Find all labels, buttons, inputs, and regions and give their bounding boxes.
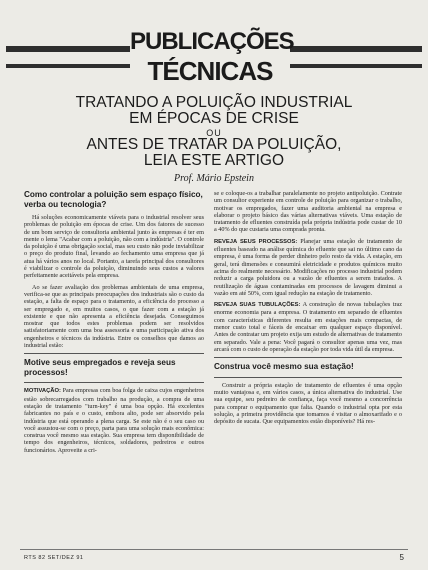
masthead-title-box [130,18,294,88]
paragraph: Ao se fazer avaliação dos problemas ambientais de uma empresa, verifica-se que as principais preocupações dos industriais são o custo da estação, a falta de espaço para o tratamento, a eficiência do processo a ser empregado e, em muitos casos, o que fazer com a estação já existente e que não apresenta a eficiência desejada. Conseguimos mostrar que todos estes problemas podem ser resolvidos satisfatoriamente com uma boa assessoria e uma participação ativa dos engenheiros e técnicos da indústria. Entre os conselhos que damos ao industrial estão: [24,283,204,350]
footer-issue: RTS 82 SET/DEZ 91 [24,555,84,561]
paragraph-text: Planejar uma estação de tratamento de efluentes baseado na análise química do efluente que sai no último cano da empresa, é uma forma de perder dinheiro pelo resto da vida. A estação, em geral, terá dimensões e consumirá eletricidade e produtos químicos muito acima do realmente necessário. Modificações no processo industrial podem reduzir a carga poluidora ou a vazão de efluentes a serem tratados. A reutilização de águas contaminadas em processos de lavagem diminui a vazão em até 50%, com igual redução na estação de tratamento. [214,237,402,297]
run-in-heading: MOTIVAÇÃO: [24,388,61,395]
masthead-line-2: TÉCNICAS [147,56,273,86]
masthead [0,0,428,92]
section-divider [24,382,204,383]
paragraph: Construir a própria estação de tratamento de efluentes é uma opção muito vantajosa e, em vários casos, a única alternativa do industrial. Use sua equipe, seu pedreiro de confiança, faça você mesmo a concorrência para comprar o equipamento que falta. Quando o industrial opta por esta solução, a primeira providência que tomamos é visitar o almoxarifado e o depósito de sucata. Que equipamentos estão disponíveis? Há res- [214,381,402,426]
section-divider [214,377,402,378]
paragraph-text: A construção de novas tubulações traz enorme economia para a empresa. O tratamento em separado de efluentes com características diferentes resulta em estações mais compactas, de menor custo total e fáceis de encaixar em qualquer espaço disponível. Antes de contratar um projeto exija um estudo de alternativas de tratamento em separado. Vale a pena: Você pagará o consultor apenas uma vez, mas arcará com o custo de operação da estação por toda vida útil da empresa. [214,301,402,353]
headline-line-2: EM ÉPOCAS DE CRISE [129,110,299,127]
section-divider [24,353,204,354]
left-column [24,190,204,458]
section-divider [214,357,402,358]
paragraph [214,301,402,353]
subhead-construa: Construa você mesmo sua estação! [214,362,354,372]
run-in-heading: REVEJA SEUS PROCESSOS: [214,238,298,245]
page-number: 5 [399,553,404,562]
headline-line-4: LEIA ESTE ARTIGO [143,152,285,169]
paragraph: se e coloque-os a trabalhar paralelamente no projeto antipoluição. Contrate um consultor experiente em controle de poluição para organizar o trabalho, motivar os empregados, fazer uma auditoria ambiental na empresa e elaborar o projeto básico das várias alternativas viáveis. Uma estação de tratamento de efluentes construída pela própria indústria pode custar de 10 a 40% do que custaria uma comprada pronta. [214,190,402,234]
headline-or: OU [206,128,222,138]
paragraph [24,387,204,454]
headline-line-1: TRATANDO A POLUIÇÃO INDUSTRIAL [75,94,353,111]
paragraph: Há soluções economicamente viáveis para o industrial resolver seus problemas de poluição em épocas de crise. Um dos fatores de sucesso de um bom serviço de consultoria ambiental junto às empresas é ter em mente o lema "Acabar com a poluição, não com a indústria". O controle da poluição é uma obrigação social, mas seu custo não pode inviabilizar o preço do produto final, levando ao fechamento uma empresa que já atua há vários anos no local. Portanto, a tarefa principal dos consultores é viabilizar o controle da poluição, diminuindo seus custos a valores perfeitamente aceitáveis pela empresa. [24,214,204,280]
subhead-espaco: Como controlar a poluição sem espaço físico, verba ou tecnologia? [24,190,203,209]
run-in-heading: REVEJA SUAS TUBULAÇÕES: [214,302,301,309]
right-column [214,190,402,430]
masthead-line-1: PUBLICAÇÕES [130,28,294,55]
paragraph [214,238,402,297]
paragraph-text: Para empresas com boa folga de caixa cujos engenheiros estão sobrecarregados com trabalho na produção, a compra de uma estação de tratamento "turn-key" é uma boa opção. Há excelentes fabricantes no país e o custo, embora alto, pode ser absorvido pela indústria que está operando a plena carga. Se este não é o seu caso ou você assustou-se com o preço, parta para uma solução mais econômica: construa você mesmo sua estação. Sua empresa tem disponibilidade de tempo dos engenheiros, técnicos, soldadores, pedreiros e outros funcionários. Aproveite a cri- [24,387,204,454]
headline-line-3: ANTES DE TRATAR DA POLUIÇÃO, [86,136,342,153]
footer-rule [20,549,408,550]
author-byline: Prof. Mário Epstein [174,173,254,184]
subhead-motive: Motive seus empregados e reveja seus processos! [24,358,176,377]
